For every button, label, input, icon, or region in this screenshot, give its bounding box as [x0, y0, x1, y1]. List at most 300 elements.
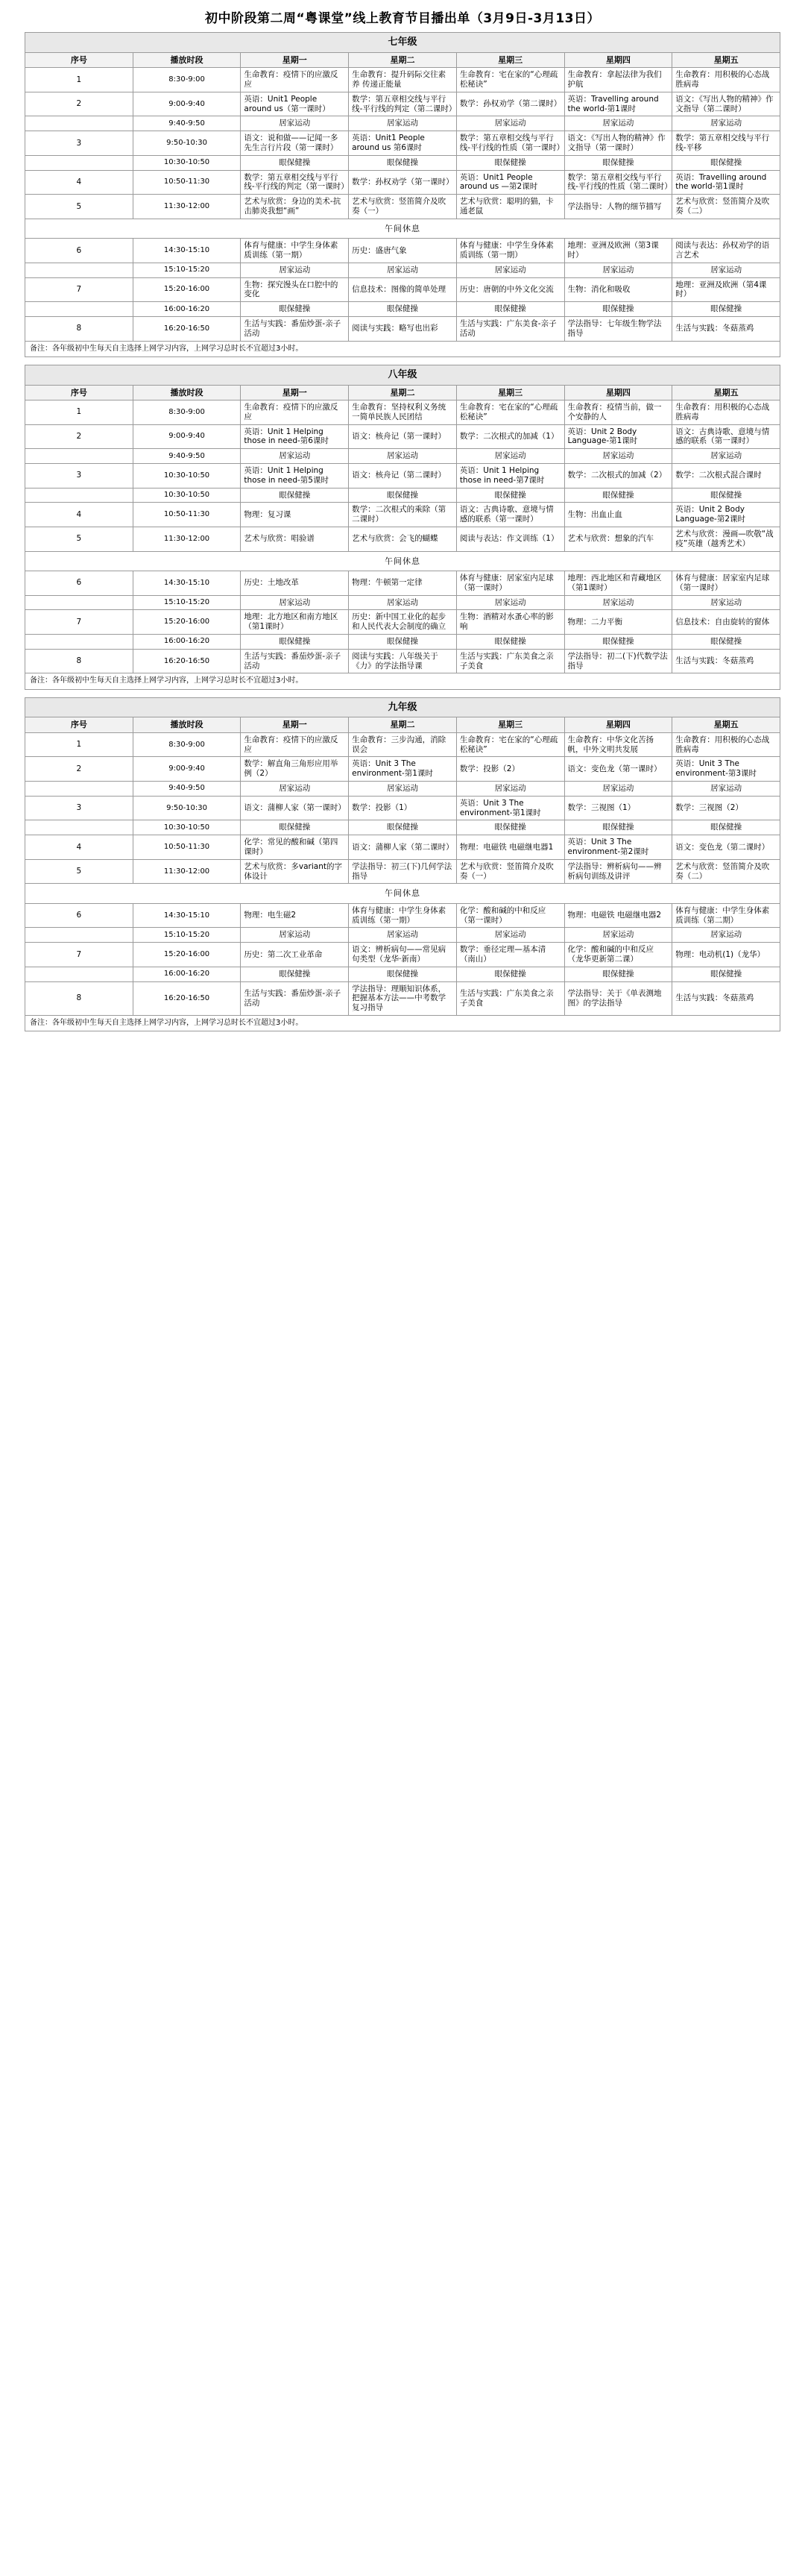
time-slot: 16:20-16:50 [133, 649, 241, 673]
column-header: 星期二 [349, 52, 457, 67]
column-header: 序号 [25, 52, 133, 67]
program-cell: 阅读与实践：略写也出彩 [349, 317, 457, 342]
program-cell: 生活与实践：番茄炒蛋-亲子活动 [241, 317, 349, 342]
row-index [25, 488, 133, 503]
program-cell: 英语：Unit 1 Helping those in need-第6课时 [241, 424, 349, 449]
program-cell: 居家运动 [241, 449, 349, 464]
program-cell: 居家运动 [349, 116, 457, 131]
table-row [25, 943, 780, 967]
row-index [25, 449, 133, 464]
table-row [25, 835, 780, 860]
program-cell: 信息技术：图像的简单处理 [349, 277, 457, 302]
program-cell: 眼保健操 [672, 302, 780, 317]
row-index: 8 [25, 317, 133, 342]
program-cell: 物理：二力平衡 [564, 610, 672, 635]
table-row [25, 488, 780, 503]
program-cell: 居家运动 [349, 782, 457, 797]
program-cell: 数学：第五章相交线与平行线-平行线的判定（第二课时） [349, 92, 457, 116]
program-cell: 生命教育：疫情下的应激反应 [241, 732, 349, 757]
time-slot: 15:20-16:00 [133, 610, 241, 635]
program-cell: 信息技术：自由旋转的窗体 [672, 610, 780, 635]
grade-schedule-table [25, 365, 780, 690]
table-row [25, 796, 780, 820]
time-slot: 9:50-10:30 [133, 131, 241, 156]
program-cell: 眼保健操 [672, 635, 780, 650]
program-cell: 居家运动 [672, 595, 780, 610]
program-cell: 英语：Travelling around the world-第1课时 [672, 170, 780, 195]
table-row [25, 503, 780, 527]
program-cell: 居家运动 [349, 449, 457, 464]
program-cell: 居家运动 [456, 782, 564, 797]
table-row [25, 155, 780, 170]
program-cell: 语文：蒲柳人家（第二课时） [349, 835, 457, 860]
schedule-tables [0, 32, 805, 1039]
program-cell: 语文：蒲柳人家（第一课时） [241, 796, 349, 820]
row-index: 1 [25, 732, 133, 757]
note-row [25, 673, 780, 689]
program-cell: 生命教育：用积极的心态战胜病毒 [672, 400, 780, 425]
program-cell: 生命教育：用积极的心态战胜病毒 [672, 732, 780, 757]
program-cell: 数学：第五章相交线与平行线-平行线的判定（第一课时） [241, 170, 349, 195]
column-header: 播放时段 [133, 717, 241, 732]
table-row [25, 116, 780, 131]
program-cell: 居家运动 [456, 595, 564, 610]
program-cell: 眼保健操 [672, 820, 780, 835]
row-index [25, 155, 133, 170]
program-cell: 生活与实践：广东美食之亲子美食 [456, 981, 564, 1015]
program-cell: 英语：Unit 1 Helping those in need-第7课时 [456, 464, 564, 489]
row-index [25, 928, 133, 943]
program-cell: 地理：亚洲及欧洲（第4课时） [672, 277, 780, 302]
program-cell: 语文：《写出人物的精神》作文指导（第二课时） [672, 92, 780, 116]
row-index: 4 [25, 835, 133, 860]
program-cell: 居家运动 [564, 595, 672, 610]
program-cell: 物理：牛顿第一定律 [349, 571, 457, 596]
note-row [25, 1016, 780, 1031]
program-cell: 地理：北方地区和南方地区（第1课时） [241, 610, 349, 635]
program-cell: 数学：二次根式的加减（2） [564, 464, 672, 489]
row-index [25, 116, 133, 131]
time-slot: 10:50-11:30 [133, 503, 241, 527]
time-slot: 15:20-16:00 [133, 943, 241, 967]
row-index: 2 [25, 92, 133, 116]
program-cell: 数学：二次根式的加减（1） [456, 424, 564, 449]
program-cell: 艺术与欣赏：竖笛简介及吹奏（一） [349, 195, 457, 219]
program-cell: 生命教育：宅在家的“心理疏松秘诀” [456, 68, 564, 92]
program-cell: 数学：垂径定理—基本清（南山） [456, 943, 564, 967]
program-cell: 艺术与欣赏：竖笛简介及吹奏（一） [456, 859, 564, 884]
time-slot: 9:00-9:40 [133, 424, 241, 449]
time-slot: 15:10-15:20 [133, 263, 241, 277]
row-index: 7 [25, 277, 133, 302]
program-cell: 眼保健操 [456, 488, 564, 503]
program-cell: 眼保健操 [564, 488, 672, 503]
program-cell: 居家运动 [672, 928, 780, 943]
table-row [25, 195, 780, 219]
table-header-row [25, 717, 780, 732]
grade-label: 九年级 [25, 697, 780, 717]
row-index: 6 [25, 239, 133, 263]
program-cell: 艺术与欣赏：会飞的蝴蝶 [349, 527, 457, 552]
program-cell: 眼保健操 [456, 155, 564, 170]
row-index: 4 [25, 170, 133, 195]
program-cell: 阅读与表达：作文训练（1） [456, 527, 564, 552]
lunch-break-row [25, 551, 780, 571]
program-cell: 艺术与欣赏：竖笛简介及吹奏（二） [672, 195, 780, 219]
program-cell: 眼保健操 [241, 155, 349, 170]
time-slot: 9:40-9:50 [133, 116, 241, 131]
time-slot: 14:30-15:10 [133, 571, 241, 596]
program-cell: 物理：电生磁2 [241, 903, 349, 928]
program-cell: 眼保健操 [241, 635, 349, 650]
program-cell: 生命教育：宅在家的“心理疏松秘诀” [456, 400, 564, 425]
time-slot: 11:30-12:00 [133, 195, 241, 219]
program-cell: 数学：解直角三角形应用举例（2） [241, 757, 349, 782]
time-slot: 16:20-16:50 [133, 317, 241, 342]
time-slot: 10:30-10:50 [133, 488, 241, 503]
column-header: 序号 [25, 717, 133, 732]
program-cell: 语文：古典诗歌、意境与情感的联系（第一课时） [672, 424, 780, 449]
table-row [25, 757, 780, 782]
program-cell: 艺术与欣赏：漫画—吹敬“战疫”英雄（越秀艺术） [672, 527, 780, 552]
program-cell: 数学：第五章相交线与平行线-平行线的性质（第二课时） [564, 170, 672, 195]
program-cell: 眼保健操 [564, 967, 672, 981]
program-cell: 眼保健操 [564, 155, 672, 170]
lunch-break-label: 午间休息 [25, 551, 780, 571]
program-cell: 数学：投影（2） [456, 757, 564, 782]
program-cell: 学法指导：七年级生物学法指导 [564, 317, 672, 342]
program-cell: 艺术与欣赏：想象的汽车 [564, 527, 672, 552]
table-spacer [0, 1031, 805, 1039]
program-cell: 数学：二次根式混合课时 [672, 464, 780, 489]
program-cell: 阅读与表达：孙权劝学的语言艺术 [672, 239, 780, 263]
program-cell: 语文：说和做——记闻一多先生言行片段（第一课时） [241, 131, 349, 156]
program-cell: 阅读与实践：八年级关于《力》的学法指导课 [349, 649, 457, 673]
table-header-row [25, 52, 780, 67]
time-slot: 9:40-9:50 [133, 449, 241, 464]
program-cell: 体育与健康：中学生身体素质训练（第二期） [672, 903, 780, 928]
column-header: 星期二 [349, 717, 457, 732]
program-cell: 眼保健操 [241, 488, 349, 503]
row-index: 8 [25, 649, 133, 673]
program-cell: 居家运动 [241, 263, 349, 277]
column-header: 星期五 [672, 52, 780, 67]
table-row [25, 820, 780, 835]
time-slot: 9:00-9:40 [133, 92, 241, 116]
program-cell: 英语：Unit1 People around us（第一课时） [241, 92, 349, 116]
row-index: 3 [25, 796, 133, 820]
program-cell: 生命教育：疫情下的应激反应 [241, 68, 349, 92]
time-slot: 16:20-16:50 [133, 981, 241, 1015]
program-cell: 化学：酸和碱的中和反应（第一课时） [456, 903, 564, 928]
row-index [25, 595, 133, 610]
program-cell: 眼保健操 [672, 488, 780, 503]
program-cell: 眼保健操 [241, 820, 349, 835]
program-cell: 眼保健操 [241, 967, 349, 981]
table-row [25, 68, 780, 92]
program-cell: 学法指导：关于《单表测地图》的学法指导 [564, 981, 672, 1015]
column-header: 播放时段 [133, 52, 241, 67]
table-row [25, 635, 780, 650]
program-cell: 眼保健操 [241, 302, 349, 317]
time-slot: 16:00-16:20 [133, 302, 241, 317]
grade-band [25, 697, 780, 717]
note-text: 备注：各年级初中生每天自主选择上网学习内容，上网学习总时长不宜超过3小时。 [25, 673, 780, 689]
note-text: 备注：各年级初中生每天自主选择上网学习内容，上网学习总时长不宜超过3小时。 [25, 1016, 780, 1031]
lunch-break-row [25, 219, 780, 238]
table-row [25, 595, 780, 610]
row-index [25, 820, 133, 835]
program-cell: 历史：新中国工业化的起步和人民代表大会制度的确立 [349, 610, 457, 635]
table-row [25, 981, 780, 1015]
lunch-break-label: 午间休息 [25, 884, 780, 903]
time-slot: 10:50-11:30 [133, 835, 241, 860]
table-row [25, 302, 780, 317]
program-cell: 数学：三视图（2） [672, 796, 780, 820]
program-cell: 体育与健康：中学生身体素质训练（第一期） [456, 239, 564, 263]
page-title: 初中阶段第二周“粤课堂”线上教育节目播出单（3月9日-3月13日） [204, 11, 601, 26]
program-cell: 眼保健操 [564, 635, 672, 650]
program-cell: 学法指导：理顺知识体系，把握基本方法——中考数学复习指导 [349, 981, 457, 1015]
program-cell: 学法指导：初二(下)代数学法指导 [564, 649, 672, 673]
time-slot: 15:10-15:20 [133, 928, 241, 943]
table-row [25, 527, 780, 552]
program-cell: 体育与健康：中学生身体素质训练（第一期） [349, 903, 457, 928]
row-index: 3 [25, 464, 133, 489]
table-row [25, 239, 780, 263]
broadcast-schedule-page [0, 0, 805, 1039]
row-index: 6 [25, 903, 133, 928]
table-row [25, 424, 780, 449]
program-cell: 化学：酸和碱的中和反应（龙华更新第二课） [564, 943, 672, 967]
column-header: 星期五 [672, 385, 780, 400]
program-cell: 眼保健操 [349, 635, 457, 650]
program-cell: 生活与实践：冬菇蒸鸡 [672, 317, 780, 342]
table-row [25, 131, 780, 156]
table-row [25, 400, 780, 425]
program-cell: 居家运动 [456, 928, 564, 943]
program-cell: 生命教育：疫情当前，做一个安静的人 [564, 400, 672, 425]
column-header: 序号 [25, 385, 133, 400]
row-index: 7 [25, 610, 133, 635]
grade-label: 七年级 [25, 33, 780, 53]
program-cell: 数学：第五章相交线与平行线-平行线的性质（第一课时） [456, 131, 564, 156]
row-index: 8 [25, 981, 133, 1015]
row-index: 7 [25, 943, 133, 967]
program-cell: 历史：第二次工业革命 [241, 943, 349, 967]
program-cell: 学法指导：人物的细节描写 [564, 195, 672, 219]
program-cell: 生活与实践：番茄炒蛋-亲子活动 [241, 649, 349, 673]
program-cell: 生命教育：三步沟通，消除误会 [349, 732, 457, 757]
time-slot: 10:30-10:50 [133, 155, 241, 170]
row-index: 4 [25, 503, 133, 527]
program-cell: 学法指导：初三(下)几何学法指导 [349, 859, 457, 884]
program-cell: 数学：孙权劝学（第一课时） [349, 170, 457, 195]
program-cell: 生命教育：提升码际交往素养 传递正能量 [349, 68, 457, 92]
program-cell: 艺术与欣赏：身边的美术-抗击肺炎我想“画” [241, 195, 349, 219]
table-row [25, 610, 780, 635]
table-row [25, 263, 780, 277]
program-cell: 眼保健操 [349, 488, 457, 503]
program-cell: 居家运动 [349, 595, 457, 610]
program-cell: 英语：Unit 3 The environment-第1课时 [456, 796, 564, 820]
time-slot: 10:50-11:30 [133, 170, 241, 195]
time-slot: 16:00-16:20 [133, 967, 241, 981]
time-slot: 9:00-9:40 [133, 757, 241, 782]
program-cell: 生物：探究馒头在口腔中的变化 [241, 277, 349, 302]
program-cell: 数学：投影（1） [349, 796, 457, 820]
program-cell: 生命教育：用积极的心态战胜病毒 [672, 68, 780, 92]
program-cell: 居家运动 [564, 782, 672, 797]
program-cell: 眼保健操 [456, 967, 564, 981]
program-cell: 历史：盛唐气象 [349, 239, 457, 263]
time-slot: 8:30-9:00 [133, 400, 241, 425]
program-cell: 居家运动 [349, 928, 457, 943]
program-cell: 居家运动 [456, 263, 564, 277]
program-cell: 生活与实践：冬菇蒸鸡 [672, 981, 780, 1015]
program-cell: 居家运动 [241, 595, 349, 610]
table-row [25, 859, 780, 884]
program-cell: 居家运动 [672, 449, 780, 464]
note-row [25, 341, 780, 356]
program-cell: 眼保健操 [564, 302, 672, 317]
program-cell: 数学：孙权劝学（第二课时） [456, 92, 564, 116]
column-header: 播放时段 [133, 385, 241, 400]
note-text: 备注：各年级初中生每天自主选择上网学习内容，上网学习总时长不宜超过3小时。 [25, 341, 780, 356]
program-cell: 眼保健操 [672, 967, 780, 981]
table-row [25, 782, 780, 797]
row-index: 5 [25, 859, 133, 884]
table-row [25, 277, 780, 302]
row-index [25, 302, 133, 317]
table-row [25, 170, 780, 195]
table-row [25, 92, 780, 116]
program-cell: 眼保健操 [672, 155, 780, 170]
column-header: 星期三 [456, 52, 564, 67]
program-cell: 居家运动 [241, 928, 349, 943]
time-slot: 10:30-10:50 [133, 820, 241, 835]
program-cell: 艺术与欣赏：多variant的字体设计 [241, 859, 349, 884]
row-index: 1 [25, 400, 133, 425]
row-index: 5 [25, 527, 133, 552]
table-header-row [25, 385, 780, 400]
table-spacer [0, 690, 805, 697]
program-cell: 生命教育：宅在家的“心理疏松秘诀” [456, 732, 564, 757]
row-index: 2 [25, 757, 133, 782]
time-slot: 14:30-15:10 [133, 903, 241, 928]
column-header: 星期四 [564, 52, 672, 67]
program-cell: 眼保健操 [349, 155, 457, 170]
table-row [25, 928, 780, 943]
program-cell: 艺术与欣赏：竖笛简介及吹奏（二） [672, 859, 780, 884]
table-row [25, 903, 780, 928]
program-cell: 英语：Unit 3 The environment-第2课时 [564, 835, 672, 860]
program-cell: 语文：变色龙（第一课时） [564, 757, 672, 782]
program-cell: 居家运动 [456, 116, 564, 131]
program-cell: 地理：西北地区和青藏地区（第1课时） [564, 571, 672, 596]
program-cell: 居家运动 [672, 116, 780, 131]
program-cell: 居家运动 [241, 782, 349, 797]
lunch-break-row [25, 884, 780, 903]
time-slot: 15:20-16:00 [133, 277, 241, 302]
row-index [25, 782, 133, 797]
column-header: 星期五 [672, 717, 780, 732]
program-cell: 体育与健康：中学生身体素质训练（第一期） [241, 239, 349, 263]
time-slot: 14:30-15:10 [133, 239, 241, 263]
time-slot: 8:30-9:00 [133, 732, 241, 757]
time-slot: 9:50-10:30 [133, 796, 241, 820]
program-cell: 居家运动 [672, 263, 780, 277]
program-cell: 眼保健操 [349, 820, 457, 835]
program-cell: 眼保健操 [456, 820, 564, 835]
program-cell: 语文：核舟记（第一课时） [349, 424, 457, 449]
time-slot: 10:30-10:50 [133, 464, 241, 489]
program-cell: 眼保健操 [349, 967, 457, 981]
program-cell: 眼保健操 [456, 635, 564, 650]
program-cell: 英语：Unit 2 Body Language-第2课时 [672, 503, 780, 527]
program-cell: 生命教育：拿起法律为我们护航 [564, 68, 672, 92]
column-header: 星期一 [241, 717, 349, 732]
row-index: 1 [25, 68, 133, 92]
column-header: 星期一 [241, 52, 349, 67]
program-cell: 语文：核舟记（第二课时） [349, 464, 457, 489]
program-cell: 居家运动 [564, 928, 672, 943]
program-cell: 历史：唐朝的中外文化交流 [456, 277, 564, 302]
program-cell: 数学：二次根式的乘除（第二课时） [349, 503, 457, 527]
table-row [25, 317, 780, 342]
time-slot: 9:40-9:50 [133, 782, 241, 797]
program-cell: 眼保健操 [564, 820, 672, 835]
table-row [25, 571, 780, 596]
program-cell: 生活与实践：番茄炒蛋-亲子活动 [241, 981, 349, 1015]
program-cell: 物理：电动机(1)（龙华） [672, 943, 780, 967]
program-cell: 英语：Travelling around the world-第1课时 [564, 92, 672, 116]
program-cell: 英语：Unit1 People around us 第6课时 [349, 131, 457, 156]
program-cell: 英语：Unit 3 The environment-第1课时 [349, 757, 457, 782]
grade-band [25, 33, 780, 53]
time-slot: 15:10-15:20 [133, 595, 241, 610]
table-row [25, 967, 780, 981]
program-cell: 生活与实践：广东美食之亲子美食 [456, 649, 564, 673]
grade-band [25, 365, 780, 385]
program-cell: 英语：Unit 2 Body Language-第1课时 [564, 424, 672, 449]
column-header: 星期二 [349, 385, 457, 400]
grade-label: 八年级 [25, 365, 780, 385]
program-cell: 居家运动 [349, 263, 457, 277]
table-row [25, 649, 780, 673]
program-cell: 语文：古典诗歌、意境与情感的联系（第一课时） [456, 503, 564, 527]
row-index: 3 [25, 131, 133, 156]
row-index [25, 967, 133, 981]
column-header: 星期四 [564, 385, 672, 400]
program-cell: 生物：消化和吸收 [564, 277, 672, 302]
program-cell: 数学：第五章相交线与平行线-平移 [672, 131, 780, 156]
program-cell: 居家运动 [564, 263, 672, 277]
program-cell: 居家运动 [456, 449, 564, 464]
program-cell: 生命教育：坚持权利义务统一简单民族人民团结 [349, 400, 457, 425]
column-header: 星期三 [456, 717, 564, 732]
program-cell: 物理：电磁铁 电磁继电器2 [564, 903, 672, 928]
program-cell: 语文：《写出人物的精神》作文指导（第一课时） [564, 131, 672, 156]
program-cell: 体育与健康：居家室内足球（第一课时） [456, 571, 564, 596]
grade-schedule-table [25, 697, 780, 1032]
program-cell: 生命教育：疫情下的应激反应 [241, 400, 349, 425]
program-cell: 语文：变色龙（第二课时） [672, 835, 780, 860]
row-index: 6 [25, 571, 133, 596]
time-slot: 11:30-12:00 [133, 527, 241, 552]
program-cell: 化学：常见的酸和碱（第四课时） [241, 835, 349, 860]
program-cell: 物理：复习课 [241, 503, 349, 527]
